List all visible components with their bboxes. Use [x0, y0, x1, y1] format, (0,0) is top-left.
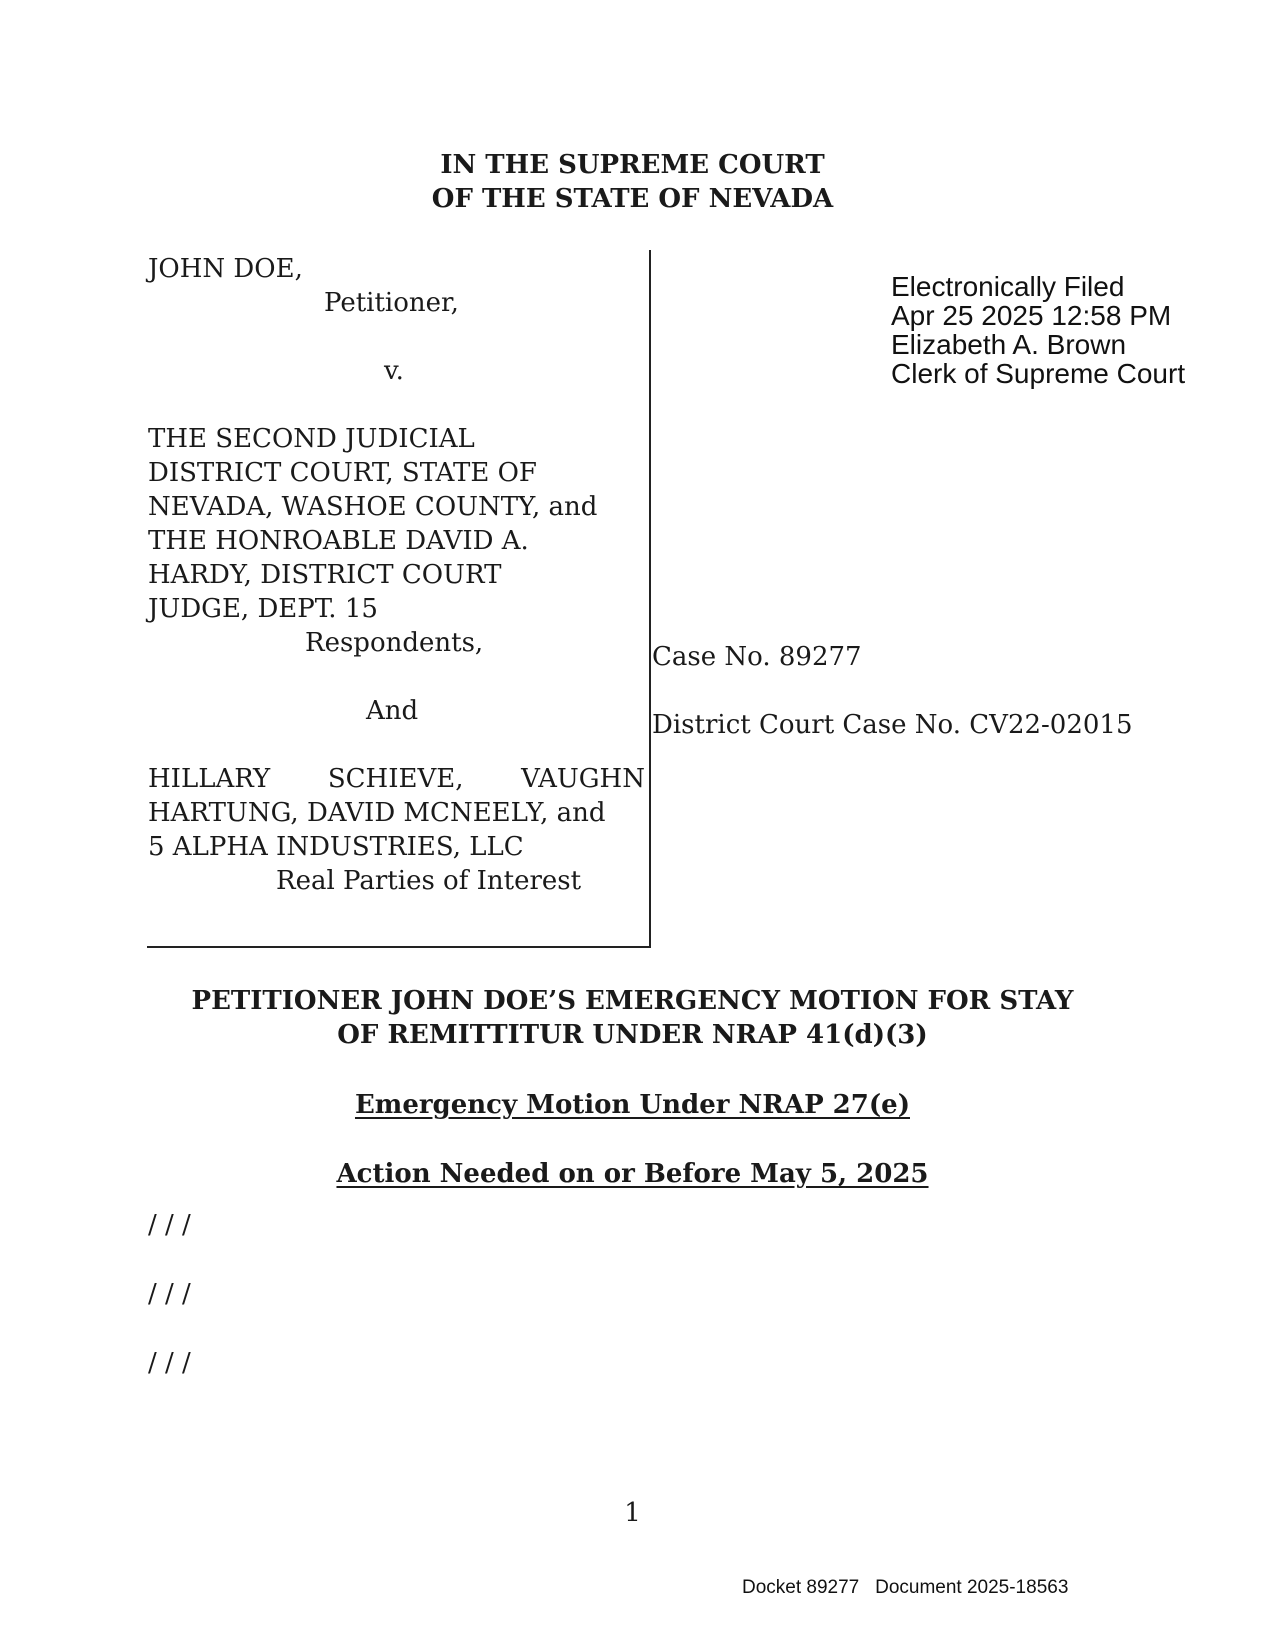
respondents-role: Respondents,: [305, 628, 484, 658]
real-parties-line: HARTUNG, DAVID MCNEELY, and: [148, 798, 606, 828]
emergency-heading: [0, 1088, 1265, 1122]
case-number: Case No. 89277: [652, 642, 862, 672]
respondent-line: THE SECOND JUDICIAL: [148, 424, 475, 454]
docket-number: Docket 89277: [742, 1577, 860, 1598]
real-parties-line: [148, 762, 645, 796]
respondent-line: THE HONROABLE DAVID A.: [148, 526, 529, 556]
petitioner-role: Petitioner,: [324, 288, 459, 318]
court-heading-line-1: IN THE SUPREME COURT: [440, 150, 825, 180]
docket-footer: [742, 1577, 1068, 1599]
motion-title: [0, 984, 1265, 1052]
section-separator: / / /: [148, 1279, 191, 1309]
real-party-word: HILLARY: [148, 764, 271, 794]
caption-horizontal-rule: [147, 946, 651, 948]
real-parties-line: 5 ALPHA INDUSTRIES, LLC: [148, 832, 524, 862]
page-number: 1: [624, 1498, 641, 1528]
filing-stamp: [891, 272, 1185, 388]
caption-parties: [148, 252, 648, 898]
emergency-heading-text: Emergency Motion Under NRAP 27(e): [354, 1090, 910, 1120]
motion-title-line-2: OF REMITTITUR UNDER NRAP 41(d)(3): [337, 1020, 928, 1050]
petitioner-name: JOHN DOE,: [148, 254, 303, 284]
filing-stamp-title: Clerk of Supreme Court: [891, 358, 1186, 389]
and-connector: And: [366, 696, 419, 726]
respondent-line: DISTRICT COURT, STATE OF: [148, 458, 537, 488]
filing-stamp-line: Electronically Filed: [891, 271, 1125, 302]
caption-vertical-rule: [649, 250, 651, 948]
versus: v.: [384, 356, 404, 386]
motion-title-line-1: PETITIONER JOHN DOE’S EMERGENCY MOTION FOR STAY: [191, 986, 1074, 1016]
court-heading: [0, 148, 1265, 216]
section-separator: / / /: [148, 1348, 191, 1378]
document-number: Document 2025-18563: [875, 1577, 1069, 1598]
district-case-number: District Court Case No. CV22-02015: [652, 710, 1133, 740]
filing-stamp-date: Apr 25 2025 12:58 PM: [891, 300, 1172, 331]
respondent-line: HARDY, DISTRICT COURT: [148, 560, 502, 590]
real-party-word: VAUGHN: [521, 764, 645, 794]
section-separator: / / /: [148, 1210, 191, 1240]
action-needed-heading-text: Action Needed on or Before May 5, 2025: [336, 1159, 929, 1189]
real-party-word: SCHIEVE,: [327, 764, 464, 794]
filing-stamp-clerk: Elizabeth A. Brown: [891, 329, 1127, 360]
respondent-line: NEVADA, WASHOE COUNTY, and: [148, 492, 598, 522]
court-heading-line-2: OF THE STATE OF NEVADA: [431, 184, 834, 214]
action-needed-heading: [0, 1157, 1265, 1191]
real-parties-role: Real Parties of Interest: [276, 866, 582, 896]
respondent-line: JUDGE, DEPT. 15: [148, 594, 378, 624]
